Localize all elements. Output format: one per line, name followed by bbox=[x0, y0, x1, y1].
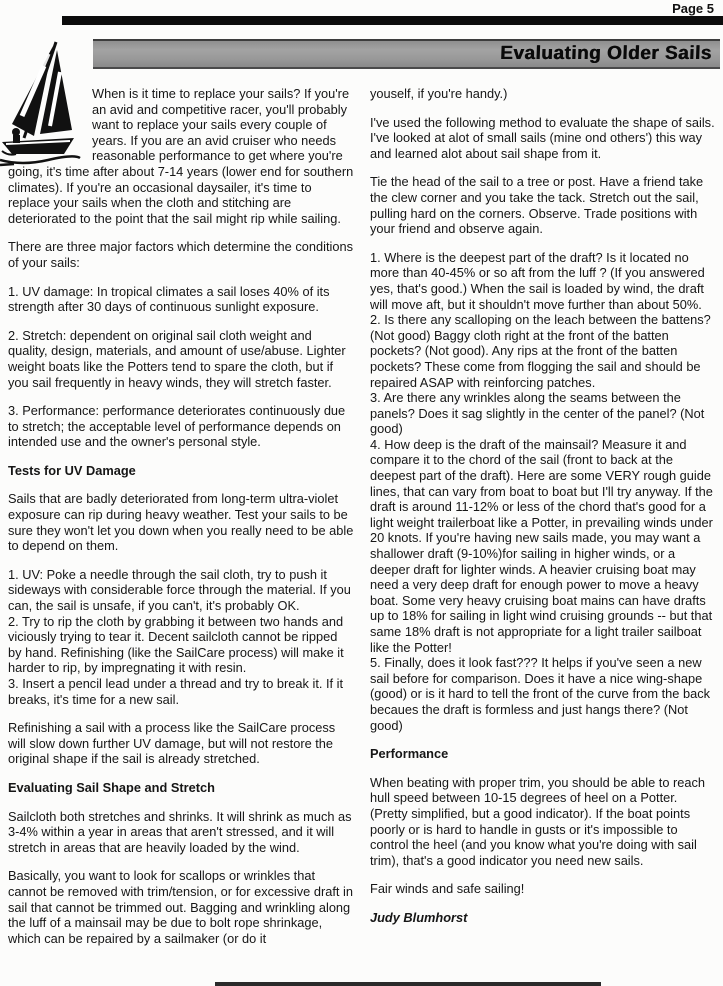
paragraph: 5. Finally, does it look fast??? It helps if you've seen a new sail before for comparison. Does it have a nice wing-shape (good) or is it hard to tell the front of the curve from the back becaues the draft is formless and just hangs there? (Not good) bbox=[370, 655, 710, 733]
author-signature: Judy Blumhorst bbox=[370, 909, 468, 925]
paragraph: Sails that are badly deteriorated from long-term ultra-violet exposure can rip during heavy weather. Test your sails to be sure they won't let you down when you really need to be able to depend on them. bbox=[8, 491, 354, 554]
paragraph: Basically, you want to look for scallops or wrinkles that cannot be removed with trim/tension, or for excessive draft in sail that cannot be trimmed out. Bagging and wrinkling along the luff of a mainsail may be due to bolt rope shrinkage, which can be repaired by a sailmaker (or do it bbox=[8, 868, 353, 946]
right-column bbox=[370, 86, 716, 946]
footer-bar bbox=[215, 982, 601, 986]
section-heading: Tests for UV Damage bbox=[8, 462, 136, 478]
paragraph: 4. How deep is the draft of the mainsail? Measure it and compare it to the chord of the sail (front to back at the deepest part of the draft). Here are some VERY rough guide lines, that can vary from boat to boat but I'll try anyway. If the draft is around 11-12% or less of the chord that's good for a light weight trailerboat like a Potter, in prevailing winds under 20 knots. If you're having new sails made, you may want a shallower draft (9-10%)for sailing in higher winds, or a deeper draft for lighter winds. A heavier cruising boat may need a very deep draft for enough power to move a heavy boat. Some very heavy cruising boat mains can have drafts up to 18% for sailing in light wind cruising grounds -- but that same 18% draft is not appropriate for a light trailer sailboat like the Potter! bbox=[370, 436, 713, 655]
paragraph: 2. Is there any scalloping on the leach between the battens? (Not good) Baggy cloth right at the front of the batten pockets? (Not good). Any rips at the front of the batten pockets? These come from flogging the sail and should be repaired ASAP with reinforcing patches. bbox=[370, 312, 711, 390]
paragraph: 2. Try to rip the cloth by grabbing it between two hands and viciously trying to tear it. Decent sailcloth cannot be ripped by hand. Refinishing (like the SailCare process) will make it harder to rip, by impregnating it with resin. bbox=[8, 613, 344, 676]
article-title: Evaluating Older Sails bbox=[500, 43, 713, 64]
paragraph: Tie the head of the sail to a tree or post. Have a friend take the clew corner and you take the tack. Stretch out the sail, pulling hard on the corners. Observe. Trade positions with your friend and observe again. bbox=[370, 174, 704, 237]
paragraph: youself, if you're handy.) bbox=[370, 86, 508, 101]
article-title-banner bbox=[93, 39, 720, 69]
paragraph: 2. Stretch: dependent on original sail cloth weight and quality, design, materials, and amount of use/abuse. Lighter weight boats like the Potters tend to spare the cloth, but if you sail frequently in heavy winds, they will stretch faster. bbox=[8, 327, 346, 390]
paragraph: There are three major factors which determine the conditions of your sails: bbox=[8, 239, 353, 270]
left-column bbox=[8, 86, 354, 946]
paragraph: 3. Are there any wrinkles along the seams between the panels? Does it sag slightly in the center of the panel? (Not good) bbox=[370, 390, 705, 437]
paragraph: 3. Performance: performance deteriorates continuously due to stretch; the acceptable level of performance depends on intended use and the owner's personal style. bbox=[8, 403, 346, 450]
paragraph: When beating with proper trim, you should be able to reach hull speed between 10-15 degrees of heel on a Potter. (Pretty simplified, but a good indicator). If the boat points poorly or is hard to handle in gusts or it's impossible to control the heel (and you know what you're doing with sail trim), that's a good indicator you need new sails. bbox=[370, 774, 706, 868]
paragraph: I've used the following method to evaluate the shape of sails. I've looked at alot of small sails (mine ond others') this way and learned alot about sail shape from it. bbox=[370, 114, 715, 161]
paragraph: 1. UV: Poke a needle through the sail cloth, try to push it sideways with considerable force through the material. If you can, the sail is unsafe, if you can't, it's probably OK. bbox=[8, 566, 351, 614]
paragraph: Sailcloth both stretches and shrinks. It will shrink as much as 3-4% within a year in areas that aren't stressed, and it will stretch in areas that are heavily loaded by the wind. bbox=[8, 808, 352, 855]
paragraph: Refinishing a sail with a process like the SailCare process will slow down further UV damage, but will not restore the original shape if the sail is already stretched. bbox=[8, 720, 336, 767]
article-body bbox=[8, 86, 716, 946]
paragraph: 3. Insert a pencil lead under a thread and try to break it. If it breaks, it's time for a new sail. bbox=[8, 676, 344, 707]
top-rule-bar bbox=[62, 16, 723, 25]
paragraph: Fair winds and safe sailing! bbox=[370, 881, 525, 897]
section-heading: Performance bbox=[370, 746, 449, 762]
page-number: Page 5 bbox=[672, 1, 714, 16]
paragraph: When is it time to replace your sails? If you're an avid and competitive racer, you'll probably want to replace your sails every couple of years. If you are an avid cruiser who needs reasonable performance to get where you're going, it's time after about 7-14 years (lower end for southern climates). If you're an occasional daysailer, it's time to replace your sails when the cloth and stitching are deteriorated to the point that the sail might rip while sailing. bbox=[8, 86, 354, 226]
section-heading: Evaluating Sail Shape and Stretch bbox=[8, 779, 215, 795]
paragraph: 1. Where is the deepest part of the draft? Is it located no more than 40-45% or so aft from the luff ? (If you answered yes, that's good.) When the sail is loaded by wind, the draft will move aft, but it shouldn't move further than about 50%. bbox=[370, 249, 705, 312]
paragraph: 1. UV damage: In tropical climates a sail loses 40% of its strength after 30 days of continuous sunlight exposure. bbox=[8, 283, 330, 315]
